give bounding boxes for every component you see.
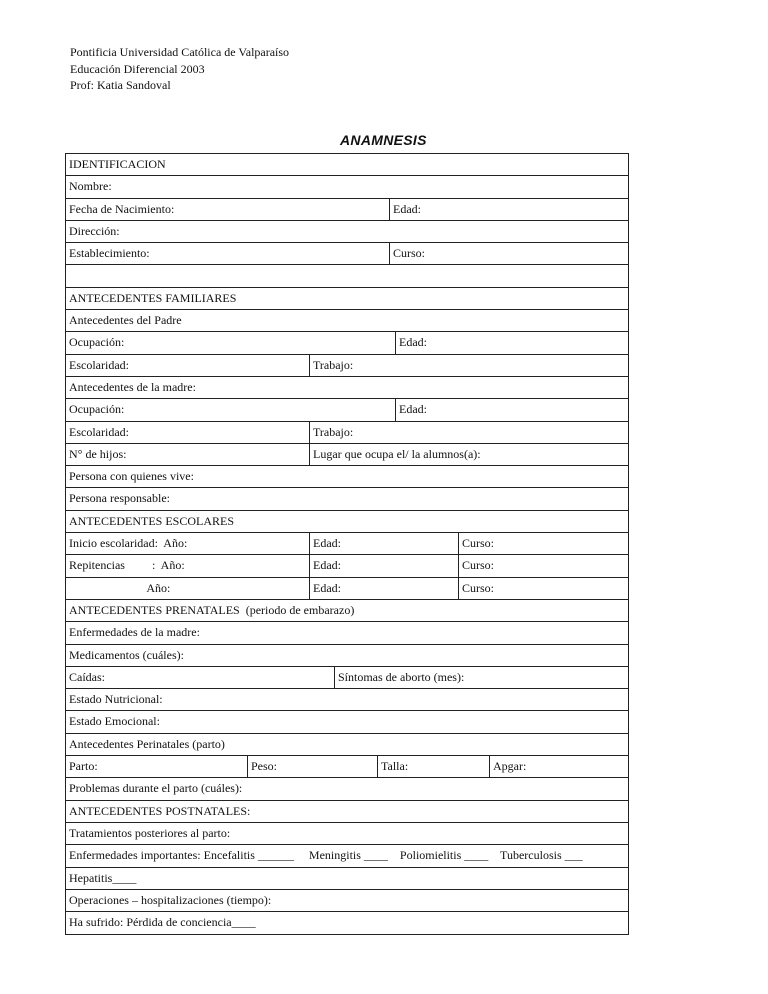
form-row xyxy=(66,444,628,466)
form-row xyxy=(66,355,628,377)
form-row xyxy=(66,711,628,733)
field-edad: Edad: xyxy=(389,199,628,220)
form-row xyxy=(66,600,628,622)
field-antecedentes-de-la-madre: Antecedentes de la madre: xyxy=(69,379,196,394)
field-antecedentes-escolares: ANTECEDENTES ESCOLARES xyxy=(69,513,234,528)
form-row xyxy=(66,734,628,756)
form-row xyxy=(66,778,628,800)
field-antecedentes-postnatales: ANTECEDENTES POSTNATALES: xyxy=(69,803,251,818)
form-row xyxy=(66,488,628,510)
field-fecha-de-nacimiento: Fecha de Nacimiento: xyxy=(69,201,175,216)
field-edad: Edad: xyxy=(395,399,628,420)
field-antecedentes-familiares: ANTECEDENTES FAMILIARES xyxy=(69,290,237,305)
field-edad: Edad: xyxy=(395,332,628,353)
page-title: ANAMNESIS xyxy=(340,132,427,148)
form-row xyxy=(66,555,628,577)
field-establecimiento: Establecimiento: xyxy=(69,246,150,261)
form-row xyxy=(66,578,628,600)
field-ha-sufrido-perdida-de-conciencia: Ha sufrido: Pérdida de conciencia____ xyxy=(69,915,256,930)
field-repitencias-ano: Repitencias : Año: xyxy=(69,558,185,573)
form-row xyxy=(66,890,628,912)
form-row xyxy=(66,533,628,555)
anamnesis-form xyxy=(65,153,629,935)
field-persona-con-quienes-vive: Persona con quienes vive: xyxy=(69,469,194,484)
field-identificacion: IDENTIFICACION xyxy=(69,157,166,171)
form-row xyxy=(66,377,628,399)
form-row xyxy=(66,399,628,421)
field-enfermedades-importantes-encefalitis-men: Enfermedades importantes: Encefalitis ______ Meningitis ____ Poliomielitis ____ Tuberculosis ___ xyxy=(69,848,583,863)
field-nombre: Nombre: xyxy=(69,179,112,194)
field-inicio-escolaridad-ano: Inicio escolaridad: Año: xyxy=(69,536,188,551)
field-escolaridad: Escolaridad: xyxy=(69,424,129,439)
program-name: Educación Diferencial 2003 xyxy=(70,61,205,76)
field-persona-responsable: Persona responsable: xyxy=(69,491,170,506)
field-medicamentos-cuales: Medicamentos (cuáles): xyxy=(69,647,184,662)
field-problemas-durante-el-parto-cuales: Problemas durante el parto (cuáles): xyxy=(69,781,243,796)
form-row xyxy=(66,845,628,867)
field-curso: Curso: xyxy=(458,555,628,576)
university-name: Pontificia Universidad Católica de Valparaíso xyxy=(70,45,290,59)
form-row xyxy=(66,667,628,689)
field-blank xyxy=(66,265,628,286)
field-trabajo: Trabajo: xyxy=(309,355,628,376)
form-row xyxy=(66,199,628,221)
form-row xyxy=(66,622,628,644)
form-row xyxy=(66,176,628,198)
field-lugar-que-ocupa-el-la-alumnos-a: Lugar que ocupa el/ la alumnos(a): xyxy=(309,444,628,465)
field-peso: Peso: xyxy=(247,756,377,777)
form-row xyxy=(66,645,628,667)
field-edad: Edad: xyxy=(309,533,458,554)
form-row xyxy=(66,756,628,778)
form-row xyxy=(66,265,628,287)
field-parto: Parto: xyxy=(69,759,98,774)
field-edad: Edad: xyxy=(309,578,458,599)
field-caidas: Caídas: xyxy=(69,669,105,684)
document-header xyxy=(70,44,289,94)
field-enfermedades-de-la-madre: Enfermedades de la madre: xyxy=(69,625,200,640)
form-row xyxy=(66,823,628,845)
form-row xyxy=(66,466,628,488)
field-curso: Curso: xyxy=(458,533,628,554)
form-row xyxy=(66,243,628,265)
field-ocupacion: Ocupación: xyxy=(69,402,125,417)
field-tratamientos-posteriores-al-parto: Tratamientos posteriores al parto: xyxy=(69,825,231,840)
field-n-de-hijos: N° de hijos: xyxy=(69,446,127,461)
form-row xyxy=(66,422,628,444)
field-antecedentes-del-padre: Antecedentes del Padre xyxy=(69,313,182,328)
field-ano: Año: xyxy=(69,580,171,595)
field-escolaridad: Escolaridad: xyxy=(69,357,129,372)
form-row xyxy=(66,332,628,354)
field-hepatitis: Hepatitis____ xyxy=(69,870,137,885)
form-row xyxy=(66,154,628,176)
field-ocupacion: Ocupación: xyxy=(69,335,125,350)
field-antecedentes-prenatales-periodo-de-embar: ANTECEDENTES PRENATALES (periodo de embarazo) xyxy=(69,602,355,617)
form-row xyxy=(66,310,628,332)
field-sintomas-de-aborto-mes: Síntomas de aborto (mes): xyxy=(334,667,628,688)
field-operaciones-hospitalizaciones-tiempo: Operaciones – hospitalizaciones (tiempo): xyxy=(69,892,272,907)
form-row xyxy=(66,868,628,890)
field-apgar: Apgar: xyxy=(489,756,628,777)
form-row xyxy=(66,288,628,310)
field-estado-nutricional: Estado Nutricional: xyxy=(69,692,163,707)
field-antecedentes-perinatales-parto: Antecedentes Perinatales (parto) xyxy=(69,736,225,751)
field-curso: Curso: xyxy=(458,578,628,599)
field-estado-emocional: Estado Emocional: xyxy=(69,714,160,729)
field-edad: Edad: xyxy=(309,555,458,576)
professor-name: Prof: Katia Sandoval xyxy=(70,78,171,92)
field-trabajo: Trabajo: xyxy=(309,422,628,443)
form-row xyxy=(66,221,628,243)
form-row xyxy=(66,912,628,934)
form-row xyxy=(66,801,628,823)
field-talla: Talla: xyxy=(377,756,489,777)
field-curso: Curso: xyxy=(389,243,628,264)
form-row xyxy=(66,511,628,533)
form-row xyxy=(66,689,628,711)
field-direccion: Dirección: xyxy=(69,223,120,238)
